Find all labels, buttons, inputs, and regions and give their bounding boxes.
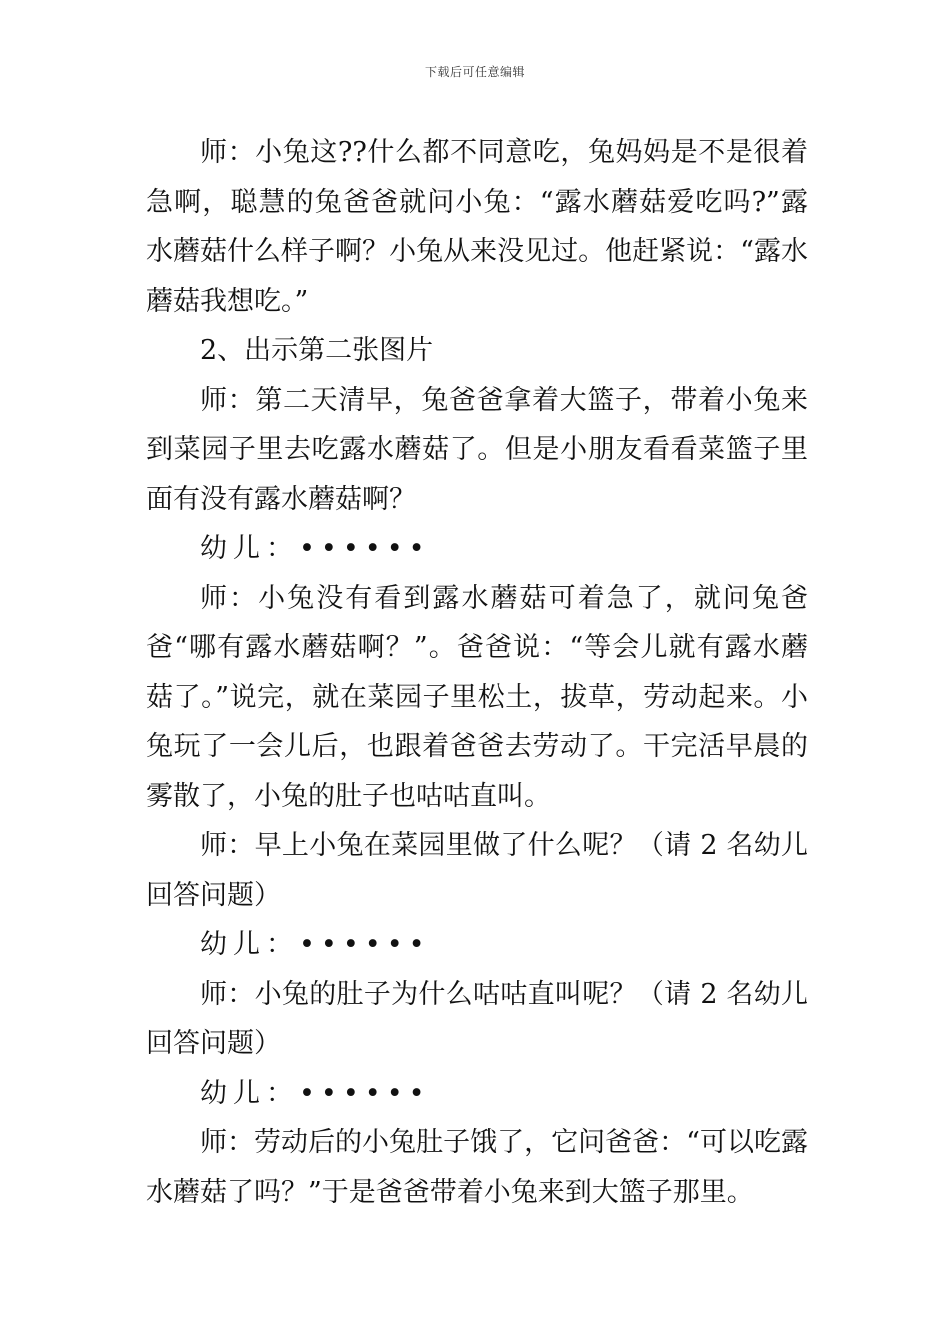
document-body — [146, 128, 808, 1217]
paragraph-teacher-1: 师：小兔这??什么都不同意吃，兔妈妈是不是很着急啊，聪慧的兔爸爸就问小兔：“露水蘑菇爱吃吗?”露水蘑菇什么样子啊？小兔从来没见过。他赶紧说：“露水蘑菇我想吃。” — [146, 137, 808, 317]
paragraph-child-2: 幼儿：•••••• — [200, 929, 431, 960]
paragraph-teacher-5: 师：小兔的肚子为什么咕咕直叫呢？（请 2 名幼儿回答问题） — [146, 978, 808, 1059]
paragraph-step-2: 2、出示第二张图片 — [200, 335, 434, 366]
paragraph-child-3: 幼儿：•••••• — [200, 1077, 431, 1109]
paragraph-teacher-6: 师：劳动后的小兔肚子饿了，它问爸爸：“可以吃露水蘑菇了吗？”于是爸爸带着小兔来到大篮子那里。 — [146, 1127, 808, 1208]
paragraph-teacher-2: 师：第二天清早，兔爸爸拿着大篮子，带着小兔来到菜园子里去吃露水蘑菇了。但是小朋友看看菜篮子里面有没有露水蘑菇啊？ — [146, 384, 808, 515]
page-header: 下载后可任意编辑 — [424, 65, 525, 79]
paragraph-teacher-4: 师：早上小兔在菜园里做了什么呢？（请 2 名幼儿回答问题） — [146, 830, 808, 911]
paragraph-child-1: 幼儿：•••••• — [200, 533, 431, 564]
paragraph-teacher-3: 师：小兔没有看到露水蘑菇可着急了，就问兔爸爸“哪有露水蘑菇啊？”。爸爸说：“等会儿就有露水蘑菇了。”说完，就在菜园子里松土，拔草，劳动起来。小兔玩了一会儿后，也跟着爸爸去劳动了。干完活早晨的雾散了，小兔的肚子也咕咕直叫。 — [146, 582, 808, 812]
